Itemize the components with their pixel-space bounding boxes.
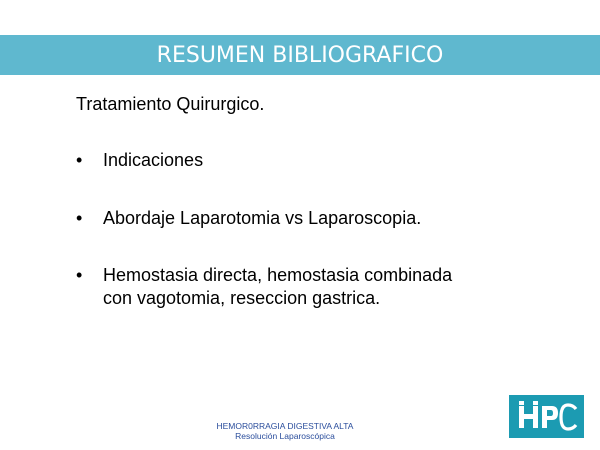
intro-text: Tratamiento Quirurgico. bbox=[76, 94, 265, 114]
hpc-logo bbox=[509, 395, 584, 438]
bullet-text: Abordaje Laparotomia vs Laparoscopia. bbox=[103, 208, 422, 228]
slide-title: RESUMEN BIBLIOGRAFICO bbox=[156, 42, 444, 68]
bullet-marker: • bbox=[76, 150, 83, 170]
footer-title: HEMOR0RRAGIA DIGESTIVA ALTA bbox=[216, 421, 354, 431]
hpc-logo-icon bbox=[509, 395, 584, 438]
bullet-text: Indicaciones bbox=[103, 150, 204, 170]
bullet-marker: • bbox=[76, 265, 83, 285]
bullet-text-line-2: con vagotomia, reseccion gastrica. bbox=[103, 288, 381, 308]
bullet-text bbox=[103, 264, 563, 310]
title-bar bbox=[0, 35, 600, 75]
bullet-text-line-1: Hemostasia directa, hemostasia combinada bbox=[103, 265, 453, 285]
bullet-marker: • bbox=[76, 208, 83, 228]
footer bbox=[180, 421, 390, 441]
footer-subtitle: Resolución Laparoscópica bbox=[235, 431, 335, 441]
